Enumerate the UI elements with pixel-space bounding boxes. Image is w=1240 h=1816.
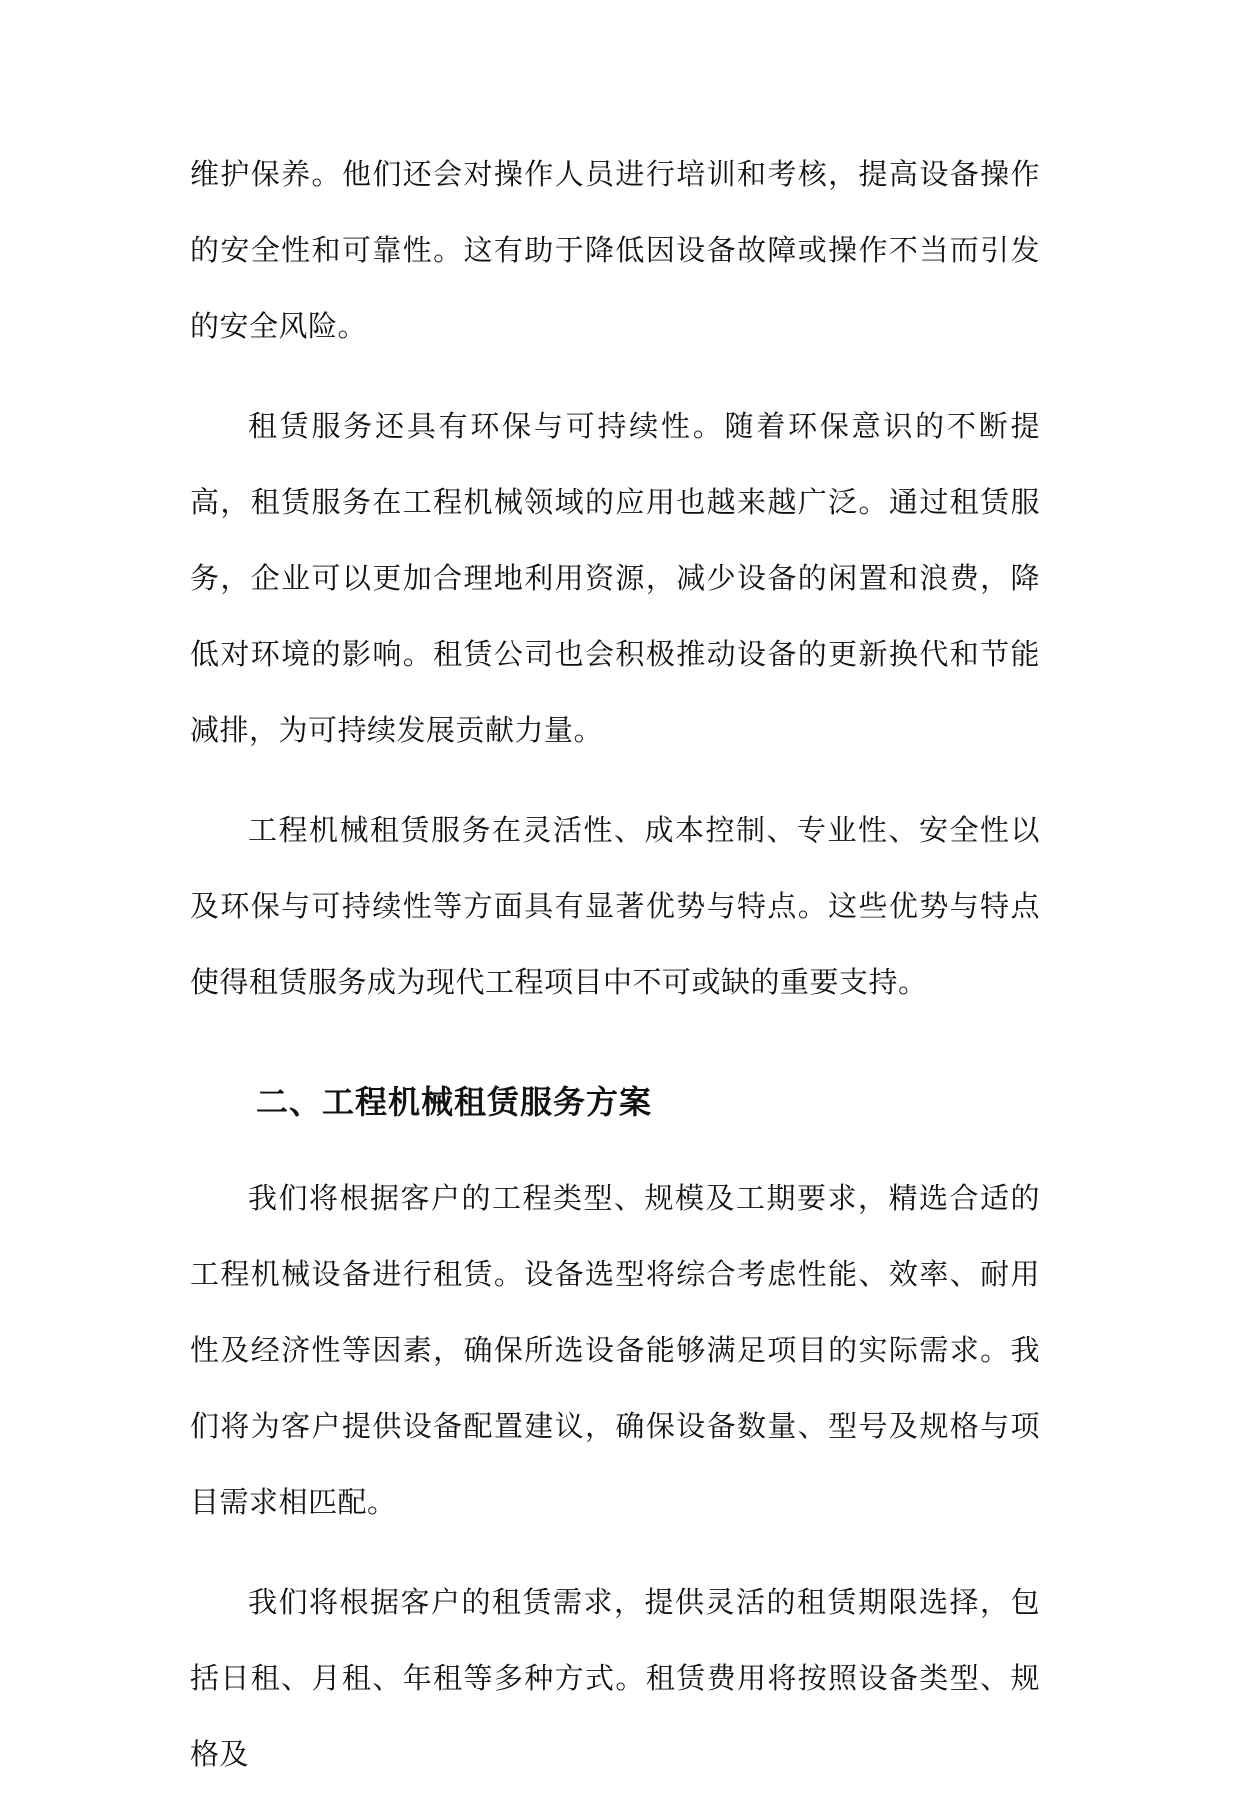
paragraph-environmental-sustainability: 租赁服务还具有环保与可持续性。随着环保意识的不断提高，租赁服务在工程机械领域的应用也越来越广泛。通过租赁服务，企业可以更加合理地利用资源，减少设备的闲置和浪费，降低对环境的影响。租赁公司也会积极推动设备的更新换代和节能减排，为可持续发展贡献力量。 bbox=[190, 409, 1040, 747]
paragraph-equipment-selection: 我们将根据客户的工程类型、规模及工期要求，精选合适的工程机械设备进行租赁。设备选型将综合考虑性能、效率、耐用性及经济性等因素，确保所选设备能够满足项目的实际需求。我们将为客户提供设备配置建议，确保设备数量、型号及规格与项目需求相匹配。 bbox=[190, 1181, 1040, 1519]
document-body bbox=[190, 136, 1040, 1816]
section-heading: 二、工程机械租赁服务方案 bbox=[256, 1083, 653, 1121]
paragraph-advantages-summary: 工程机械租赁服务在灵活性、成本控制、专业性、安全性以及环保与可持续性等方面具有显著优势与特点。这些优势与特点使得租赁服务成为现代工程项目中不可或缺的重要支持。 bbox=[190, 813, 1040, 999]
paragraph-lease-terms: 我们将根据客户的租赁需求，提供灵活的租赁期限选择，包括日租、月租、年租等多种方式。租赁费用将按照设备类型、规格及 bbox=[190, 1585, 1040, 1771]
paragraph-continued: 维护保养。他们还会对操作人员进行培训和考核，提高设备操作的安全性和可靠性。这有助于降低因设备故障或操作不当而引发的安全风险。 bbox=[190, 157, 1040, 343]
